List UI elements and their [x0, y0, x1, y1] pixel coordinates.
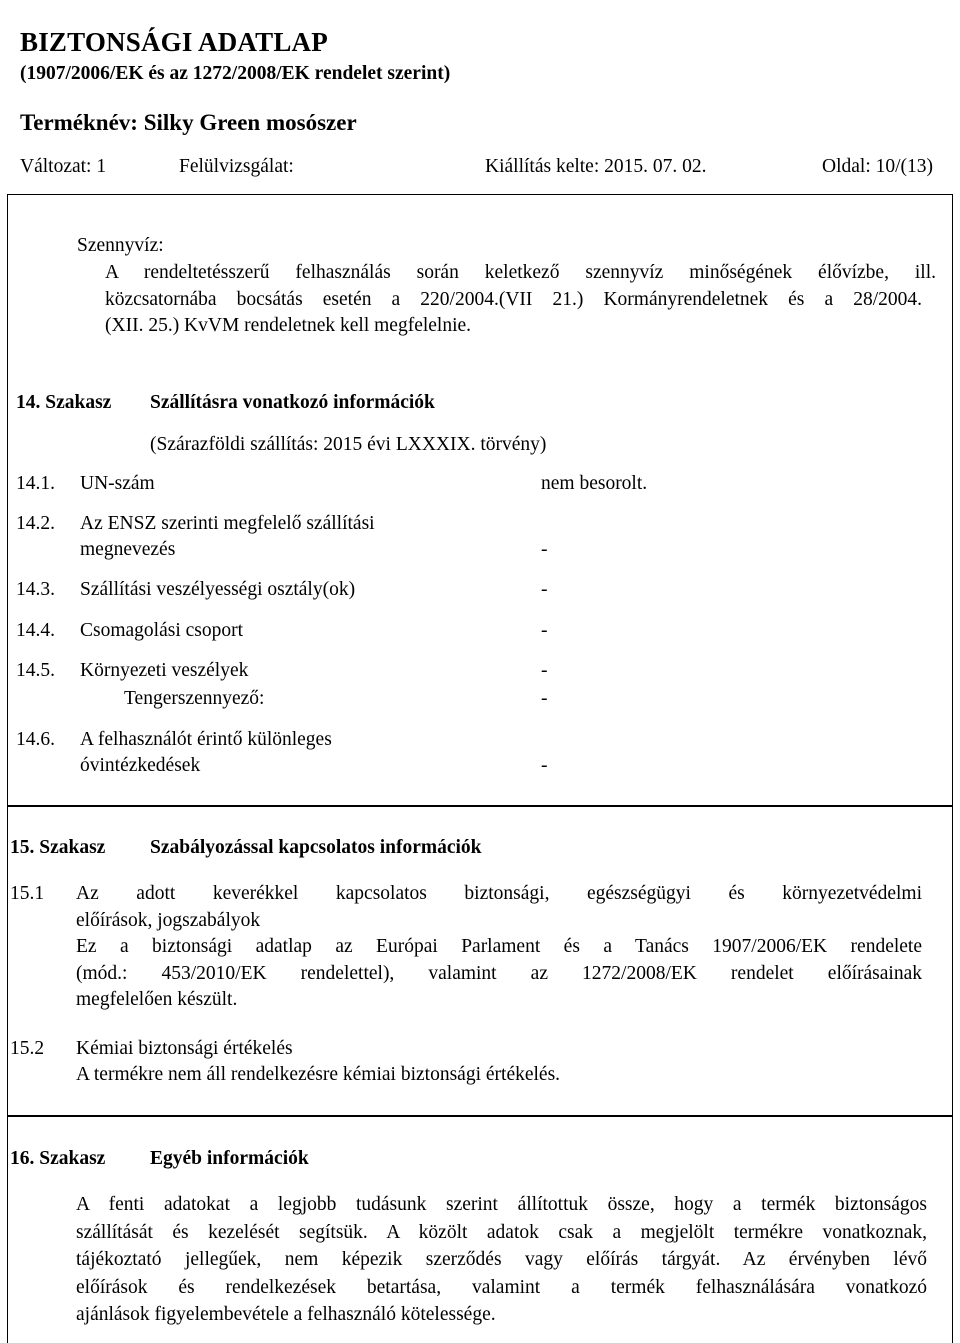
- revision-label: Felülvizsgálat:: [179, 156, 294, 177]
- item-value: -: [541, 579, 548, 600]
- wastewater-line: A rendeltetésszerű felhasználás során keletkező szennyvíz minőségének élővízbe, ill.: [105, 262, 936, 283]
- item-label: Csomagolási csoport: [80, 620, 244, 641]
- page-number: Oldal: 10/(13): [822, 156, 934, 177]
- item-label: megnevezés: [80, 539, 176, 560]
- item-number: 14.6.: [16, 729, 55, 750]
- item-label: Szállítási veszélyességi osztály(ok): [80, 579, 356, 600]
- section-14-note: (Szárazföldi szállítás: 2015 évi LXXXIX. törvény): [150, 434, 547, 455]
- regulation-line: megfelelően készült.: [76, 989, 238, 1010]
- section-15-title: Szabályozással kapcsolatos információk: [150, 837, 482, 858]
- item-number: 14.2.: [16, 513, 55, 534]
- item-number: 14.1.: [16, 473, 55, 494]
- item-number: 15.1: [10, 883, 45, 904]
- regulation-line: Az adott keverékkel kapcsolatos biztonsági, egészségügyi és környezetvédelmi: [76, 883, 922, 904]
- section-15-number: 15. Szakasz: [10, 837, 106, 858]
- item-number: 15.2: [10, 1038, 45, 1059]
- regulation-text: [76, 881, 922, 1014]
- item-label: Az ENSZ szerinti megfelelő szállítási: [80, 513, 375, 534]
- section-14-title: Szállításra vonatkozó információk: [150, 392, 435, 413]
- item-value: -: [541, 755, 548, 776]
- item-label: A felhasználót érintő különleges: [80, 729, 332, 750]
- document-title: BIZTONSÁGI ADATLAP: [20, 27, 328, 57]
- product-name: Terméknév: Silky Green mosószer: [20, 110, 357, 135]
- item-number: 14.4.: [16, 620, 55, 641]
- item-value: nem besorolt.: [541, 473, 648, 494]
- section-16-number: 16. Szakasz: [10, 1148, 106, 1169]
- wastewater-label: Szennyvíz:: [77, 235, 164, 256]
- other-info-line: ajánlások figyelembevétele a felhasználó kötelessége.: [76, 1304, 496, 1325]
- chemical-safety-title: Kémiai biztonsági értékelés: [76, 1038, 293, 1059]
- item-value: -: [541, 660, 548, 681]
- other-info-line: tájékoztató jellegűek, nem képezik szerződés vagy előírás tárgyát. Az érvényben lévő: [76, 1249, 927, 1270]
- section-14-number: 14. Szakasz: [16, 392, 112, 413]
- other-info-text: [76, 1191, 927, 1329]
- item-number: 14.5.: [16, 660, 55, 681]
- item-number: 14.3.: [16, 579, 55, 600]
- item-label: Környezeti veszélyek: [80, 660, 249, 681]
- regulation-line: Ez a biztonsági adatlap az Európai Parlament és a Tanács 1907/2006/EK rendelete: [76, 936, 922, 957]
- regulation-subtitle: (1907/2006/EK és az 1272/2008/EK rendelet szerint): [20, 63, 451, 84]
- issue-date: Kiállítás kelte: 2015. 07. 02.: [485, 156, 707, 177]
- chemical-safety-text: A termékre nem áll rendelkezésre kémiai biztonsági értékelés.: [76, 1064, 561, 1085]
- section-16-title: Egyéb információk: [150, 1148, 309, 1169]
- regulation-line: előírások, jogszabályok: [76, 909, 261, 931]
- other-info-line: szállítását és kezelését segítsük. A közölt adatok csak a megjelölt termékre vonatkoznak,: [76, 1221, 927, 1243]
- regulation-line: (mód.: 453/2010/EK rendelettel), valamint az 1272/2008/EK rendelet előírásainak: [76, 962, 922, 984]
- wastewater-line: (XII. 25.) KvVM rendeletnek kell megfelelnie.: [105, 315, 472, 336]
- marine-pollutant-value: -: [541, 688, 548, 709]
- item-label: UN-szám: [80, 473, 155, 494]
- item-value: -: [541, 620, 548, 641]
- other-info-line: A fenti adatokat a legjobb tudásunk szerint állítottuk össze, hogy a termék biztonságos: [76, 1194, 927, 1215]
- version-label: Változat: 1: [20, 156, 107, 177]
- other-info-line: előírások és rendelkezések betartása, valamint a termék felhasználására vonatkozó: [76, 1276, 927, 1298]
- item-label: óvintézkedések: [80, 755, 201, 776]
- item-value: -: [541, 539, 548, 560]
- wastewater-text: [105, 260, 936, 340]
- wastewater-line: közcsatornába bocsátás esetén a 220/2004.(VII 21.) Kormányrendeletnek és a 28/2004.: [105, 288, 922, 310]
- marine-pollutant-label: Tengerszennyező:: [124, 688, 265, 709]
